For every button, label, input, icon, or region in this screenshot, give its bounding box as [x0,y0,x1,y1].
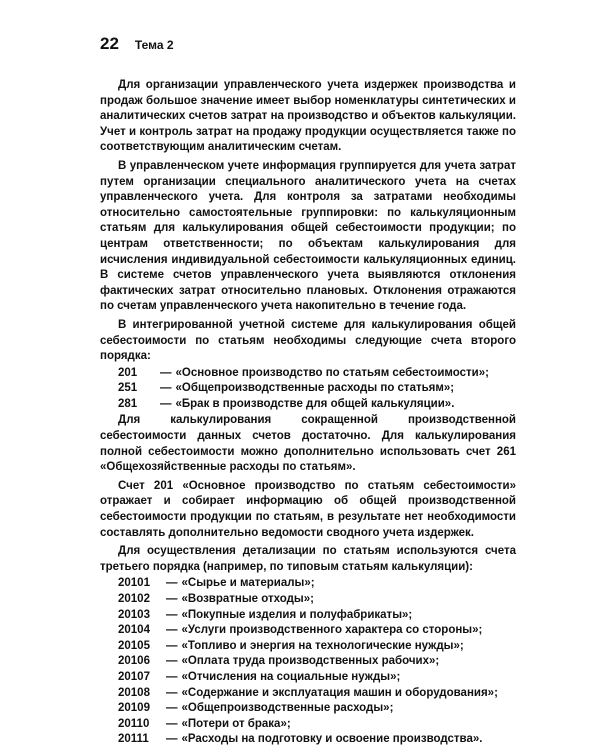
account-title: «Сырье и материалы»; [181,577,315,590]
third-order-account-list [100,576,516,748]
account-code: 20103 [118,608,150,621]
account-title: «Общепроизводственные расходы по статьям»; [175,382,455,395]
account-title: «Возвратные отходы»; [181,593,314,605]
account-code: 20104 [118,624,150,637]
account-title: «Топливо и энергия на технологические нужды»; [181,639,464,652]
account-item: 20105 — «Топливо и энергия на технологические нужды»; [100,639,516,655]
running-title: Тема 2 [134,38,174,52]
paragraph: Для организации управленческого учета издержек производства и продаж большое значение имеет выбор номенклатуры синтетических и аналитических счетов затрат на производство и объектов калькуляции. Учет и контроль затрат на продажу продукции осуществляется также по соответствующим аналитическим счетам. [100,79,516,154]
account-code: 20106 [118,655,150,668]
account-item: 281 — «Брак в производстве для общей калькуляции». [100,397,516,413]
account-code: 20110 [118,717,150,730]
account-code: 20105 [118,639,150,652]
page-header [100,34,174,54]
account-code: 20109 [118,702,150,715]
account-code: 20107 [118,670,150,683]
account-title: «Оплата труда производственных рабочих»; [181,655,440,668]
account-item: 20104 — «Услуги производственного характера со стороны»; [100,623,516,639]
account-code: 20102 [118,593,150,605]
account-code: 201 [118,366,138,379]
account-title: «Содержание и эксплуатация машин и оборудования»; [181,686,498,699]
account-item: 20107 — «Отчисления на социальные нужды»; [100,670,516,686]
paragraph: Для калькулирования сокращенной производственной себестоимости данных счетов достаточно. Для калькулирования полной себестоимости можно дополнительно использовать счет 261 «Общехозяйственные расходы по статьям». [100,414,516,474]
paragraph: Для осуществления детализации по статьям используются счета третьего порядка (например, по типовым статьям калькуляции): [100,545,516,573]
account-item: 20102 — «Возвратные отходы»; [100,592,516,608]
account-title: «Покупные изделия и полуфабрикаты»; [181,608,413,621]
account-item: 20106 — «Оплата труда производственных рабочих»; [100,654,516,670]
account-item: 20110 — «Потери от брака»; [100,717,516,733]
account-code: 251 [118,382,138,395]
paragraph: В интегрированной учетной системе для калькулирования общей себестоимости по статьям необходимы следующие счета второго порядка: [100,318,516,363]
account-title: «Потери от брака»; [181,717,291,730]
account-code: 20111 [118,733,149,746]
account-title: «Расходы на подготовку и освоение производства». [181,733,483,746]
account-code: 20108 [118,686,150,699]
account-item: 20109 — «Общепроизводственные расходы»; [100,701,516,717]
page-number: 22 [100,34,119,53]
account-item: 20103 — «Покупные изделия и полуфабрикаты»; [100,608,516,624]
paragraph: В управленческом учете информация группируется для учета затрат путем организации специального аналитического учета на счетах управленческого учета. Для контроля за затратами необходимы относительно самостоятельные группировки: по калькуляционным статьям для калькулирования общей себестоимости продукции; по центрам ответственности; по объектам калькулирования для исчисления индивидуальной себестоимости калькуляционных единиц. В системе счетов управленческого учета выявляются отклонения фактических затрат относительно плановых. Отклонения отражаются по счетам управленческого учета накопительно в течение года. [100,159,516,313]
account-title: «Отчисления на социальные нужды»; [181,670,401,683]
account-item: 251 — «Общепроизводственные расходы по статьям»; [100,381,516,397]
account-code: 20101 [118,577,150,590]
account-title: «Брак в производстве для общей калькуляции». [175,397,455,410]
second-order-account-list [100,366,516,413]
body-text [100,78,516,749]
account-title: «Общепроизводственные расходы»; [181,702,394,715]
account-code: 281 [118,397,138,410]
account-item: 20108 — «Содержание и эксплуатация машин и оборудования»; [100,686,516,702]
paragraph: Счет 201 «Основное производство по статьям себестоимости» отражает и собирает информацию об общей производственной себестоимости продукции по статьям, в результате нет необходимости составлять дополнительно ведомости сводного учета издержек. [100,479,516,539]
account-title: «Услуги производственного характера со стороны»; [181,624,483,637]
account-item: 20101 — «Сырье и материалы»; [100,576,516,592]
account-item: 201 — «Основное производство по статьям себестоимости»; [100,366,516,382]
account-item: 20111 — «Расходы на подготовку и освоение производства». [100,732,516,748]
account-title: «Основное производство по статьям себестоимости»; [175,366,489,379]
